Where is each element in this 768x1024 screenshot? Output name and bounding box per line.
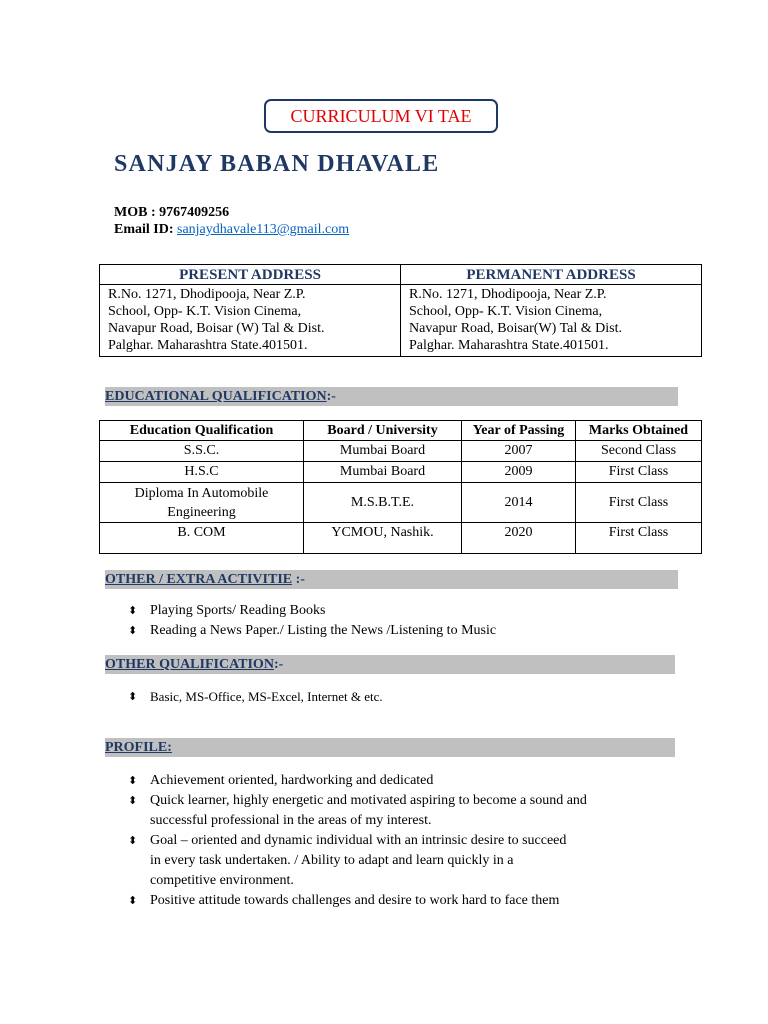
email-line xyxy=(114,222,349,238)
up-down-arrow-icon: ⬍ xyxy=(128,604,138,617)
list-item-text: Basic, MS-Office, MS-Excel, Internet & etc. xyxy=(150,689,383,704)
list-item xyxy=(128,621,496,641)
education-heading-text: EDUCATIONAL QUALIFICATION xyxy=(105,389,327,404)
activities-heading-suffix: :- xyxy=(292,572,305,587)
list-item-text: Positive attitude towards challenges and desire to work hard to face them xyxy=(150,893,560,908)
table-cell: H.S.C xyxy=(100,462,304,483)
table-row xyxy=(100,523,702,554)
permanent-address-line: R.No. 1271, Dhodipooja, Near Z.P. xyxy=(409,287,607,302)
table-cell: First Class xyxy=(576,523,702,554)
mobile-value: 9767409256 xyxy=(159,205,230,220)
permanent-address-line: Palghar. Maharashtra State.401501. xyxy=(409,338,609,353)
other-qualification-heading-suffix: :- xyxy=(273,657,284,672)
list-item xyxy=(128,687,383,707)
profile-list xyxy=(128,771,658,911)
present-address-header: PRESENT ADDRESS xyxy=(100,265,401,285)
present-address-line: Palghar. Maharashtra State.401501. xyxy=(108,338,308,353)
education-section-heading xyxy=(105,387,678,406)
present-address-line: School, Opp- K.T. Vision Cinema, xyxy=(108,304,302,319)
table-cell: 2009 xyxy=(462,462,576,483)
table-cell: 2020 xyxy=(462,523,576,554)
present-address-line: Navapur Road, Boisar (W) Tal & Dist. xyxy=(108,321,325,336)
column-header: Year of Passing xyxy=(462,421,576,441)
column-header: Marks Obtained xyxy=(576,421,702,441)
table-row xyxy=(100,483,702,523)
list-item xyxy=(128,791,658,831)
table-cell: YCMOU, Nashik. xyxy=(304,523,462,554)
table-cell: S.S.C. xyxy=(100,441,304,462)
education-heading-suffix: :- xyxy=(326,389,336,404)
table-row xyxy=(100,462,702,483)
table-cell: M.S.B.T.E. xyxy=(304,483,462,523)
profile-heading-text: PROFILE: xyxy=(105,740,172,755)
profile-section-heading xyxy=(105,738,675,757)
activities-list xyxy=(128,601,496,641)
permanent-address-line: School, Opp- K.T. Vision Cinema, xyxy=(409,304,603,319)
table-cell: Diploma In Automobile Engineering xyxy=(100,483,304,523)
table-cell: Mumbai Board xyxy=(304,462,462,483)
other-qualification-list xyxy=(128,687,383,707)
table-cell: First Class xyxy=(576,483,702,523)
up-down-arrow-icon: ⬍ xyxy=(128,774,138,787)
permanent-address-header: PERMANENT ADDRESS xyxy=(401,265,702,285)
list-item-text: Reading a News Paper./ Listing the News /Listening to Music xyxy=(150,623,497,638)
column-header: Board / University xyxy=(304,421,462,441)
column-header: Education Qualification xyxy=(100,421,304,441)
up-down-arrow-icon: ⬍ xyxy=(128,690,138,703)
cv-title-box xyxy=(264,99,498,133)
list-item-text: Goal – oriented and dynamic individual with an intrinsic desire to succeed in every task undertaken. / Ability to adapt and learn quickly in a competitive environment. xyxy=(150,833,567,888)
up-down-arrow-icon: ⬍ xyxy=(128,794,138,807)
education-table xyxy=(99,420,702,554)
list-item-text: Quick learner, highly energetic and motivated aspiring to become a sound and successful professional in the areas of my interest. xyxy=(150,793,587,828)
cv-title: CURRICULUM VI TAE xyxy=(290,105,472,126)
list-item-text: Playing Sports/ Reading Books xyxy=(150,603,326,618)
activities-section-heading xyxy=(105,570,678,589)
other-qualification-heading-text: OTHER QUALIFICATION xyxy=(105,657,274,672)
up-down-arrow-icon: ⬍ xyxy=(128,624,138,637)
list-item xyxy=(128,601,496,621)
address-table xyxy=(99,264,702,357)
table-cell: First Class xyxy=(576,462,702,483)
table-cell: 2014 xyxy=(462,483,576,523)
list-item xyxy=(128,771,658,791)
permanent-address-line: Navapur Road, Boisar(W) Tal & Dist. xyxy=(409,321,622,336)
up-down-arrow-icon: ⬍ xyxy=(128,894,138,907)
education-header-row xyxy=(100,421,702,441)
email-label: Email ID: xyxy=(114,222,174,237)
up-down-arrow-icon: ⬍ xyxy=(128,834,138,847)
present-address-line: R.No. 1271, Dhodipooja, Near Z.P. xyxy=(108,287,306,302)
present-address-cell xyxy=(100,285,401,357)
list-item-text: Achievement oriented, hardworking and dedicated xyxy=(150,773,434,788)
mobile-line xyxy=(114,205,229,221)
table-cell: 2007 xyxy=(462,441,576,462)
list-item xyxy=(128,831,658,891)
table-row xyxy=(100,441,702,462)
permanent-address-cell xyxy=(401,285,702,357)
mobile-label: MOB : xyxy=(114,205,156,220)
list-item xyxy=(128,891,658,911)
activities-heading-text: OTHER / EXTRA ACTIVITIE xyxy=(105,572,293,587)
other-qualification-section-heading xyxy=(105,655,675,674)
table-cell: B. COM xyxy=(100,523,304,554)
email-link[interactable]: sanjaydhavale113@gmail.com xyxy=(177,222,350,237)
table-cell: Mumbai Board xyxy=(304,441,462,462)
candidate-name: SANJAY BABAN DHAVALE xyxy=(114,151,440,177)
table-cell: Second Class xyxy=(576,441,702,462)
